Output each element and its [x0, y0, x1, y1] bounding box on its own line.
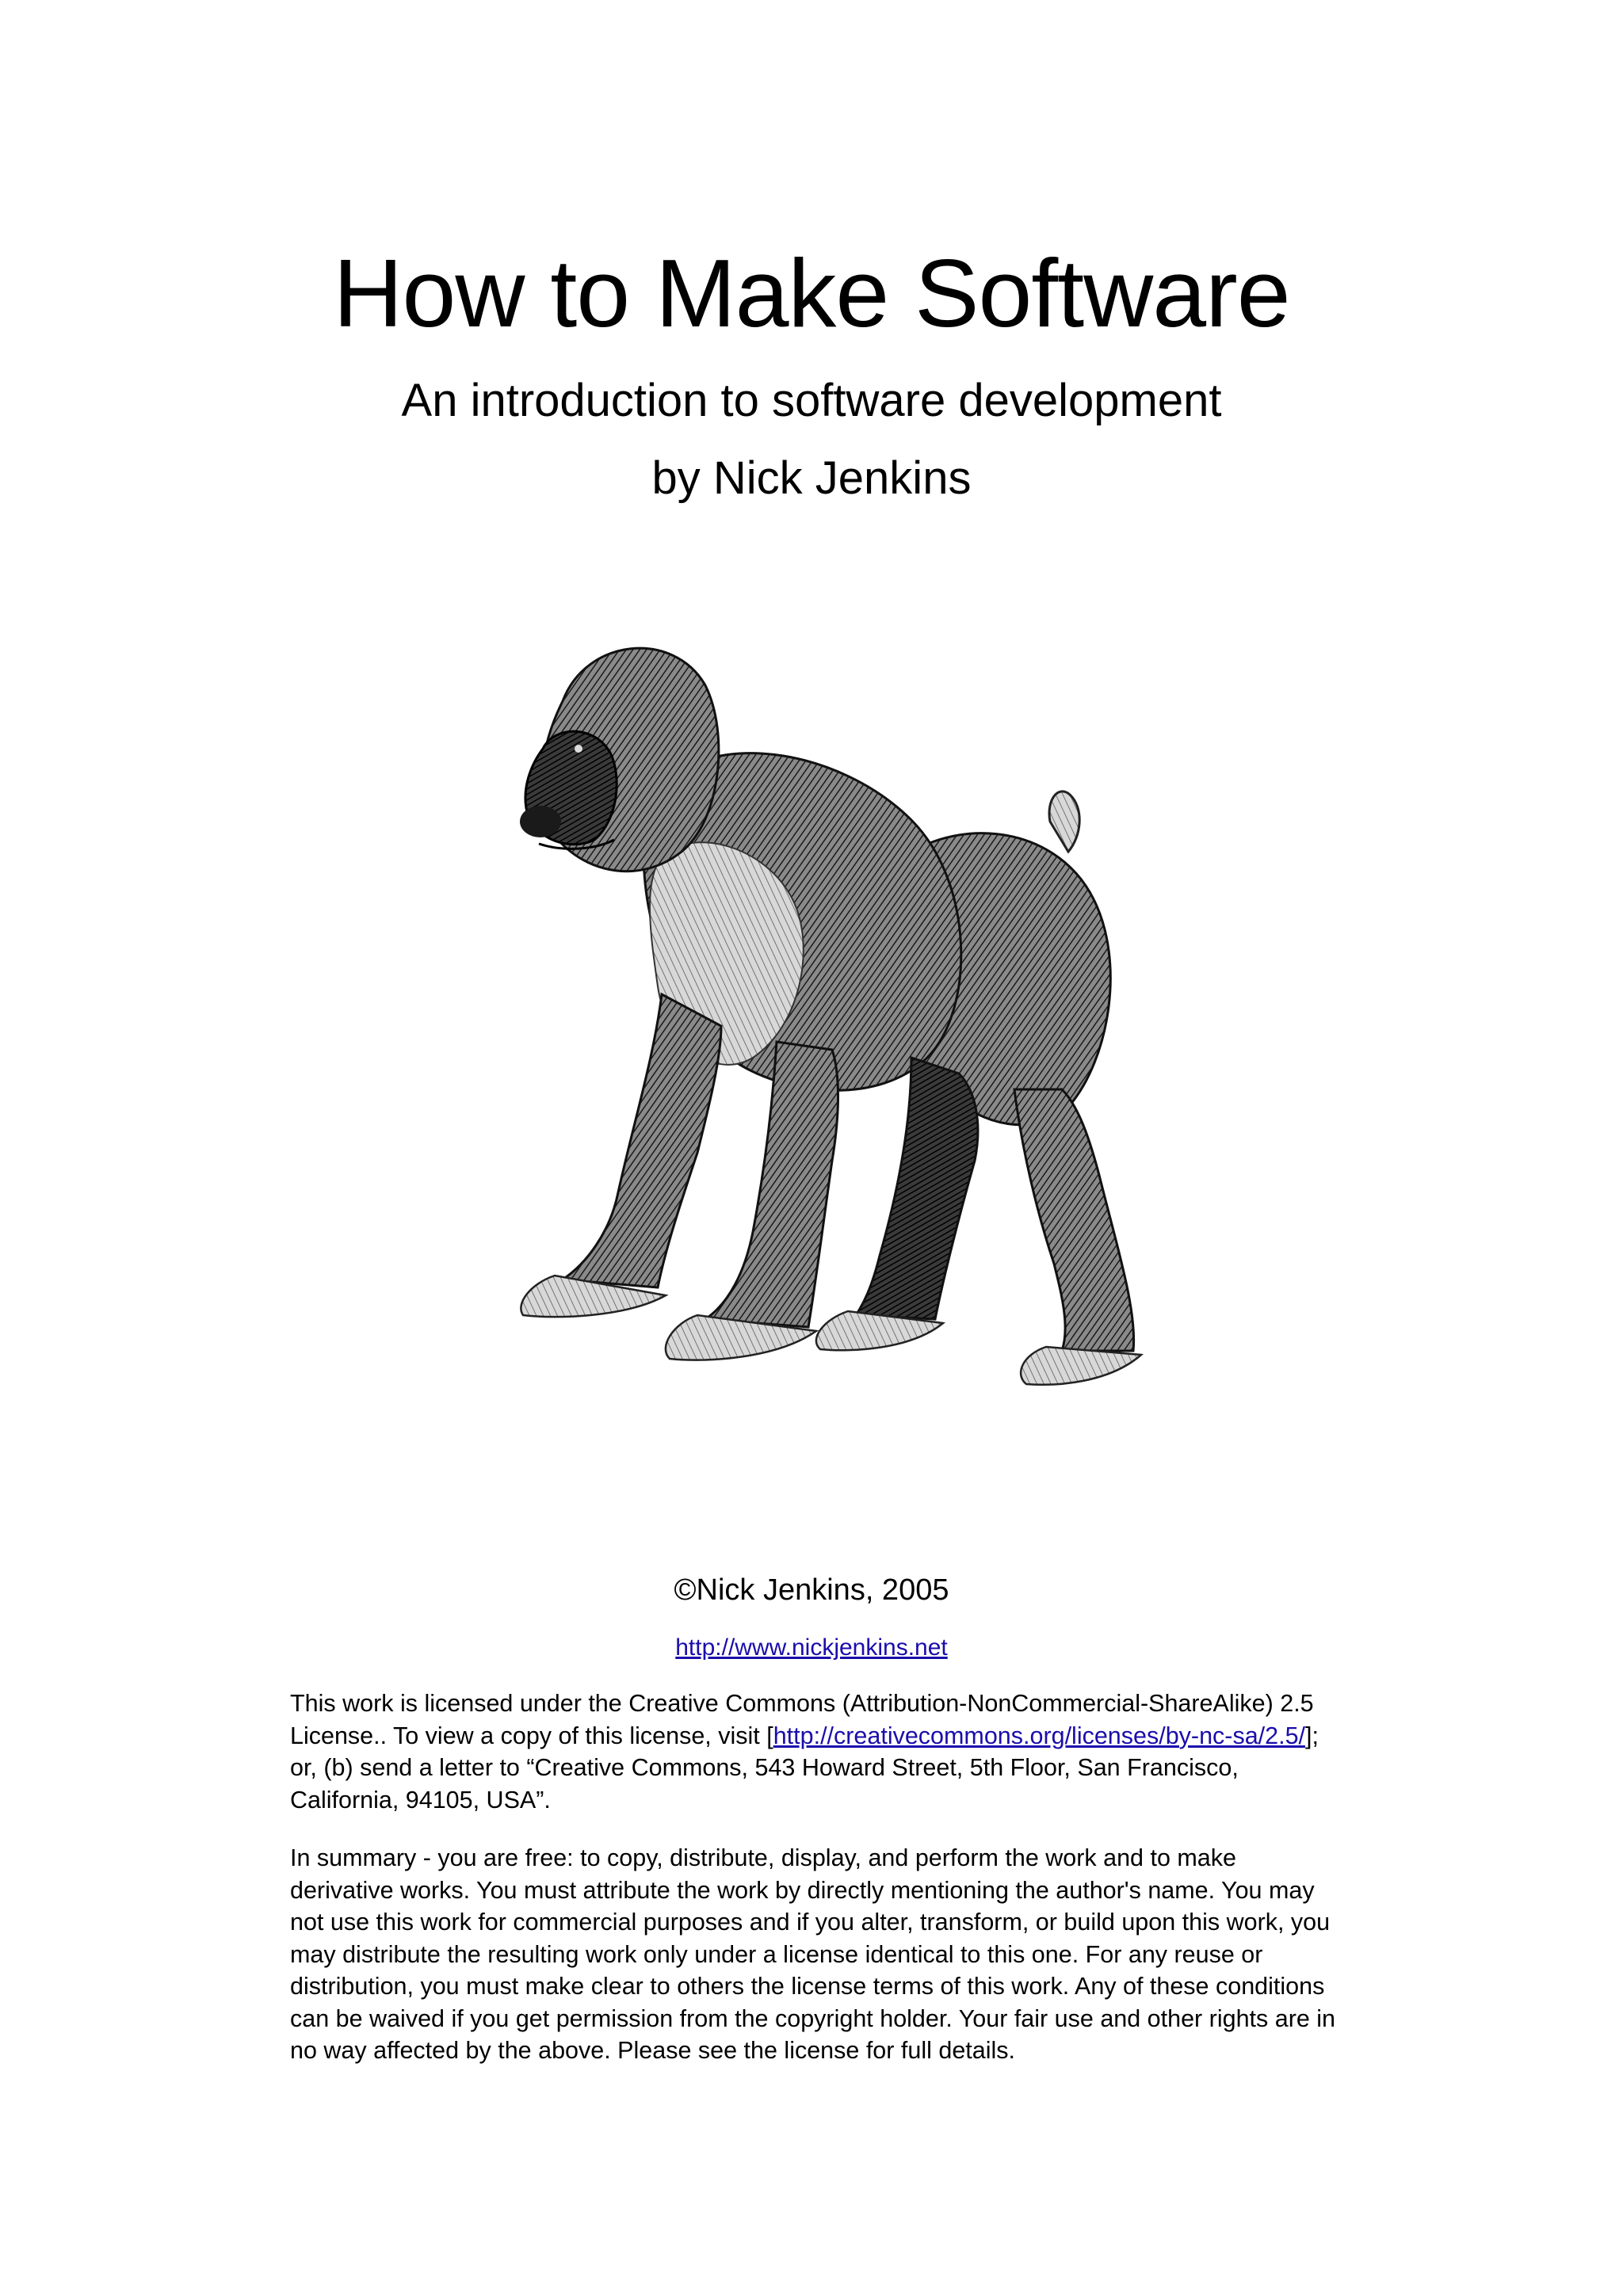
author-website-link[interactable]: http://www.nickjenkins.net — [675, 1634, 948, 1661]
subtitle: An introduction to software development — [401, 375, 1222, 426]
baboon-illustration — [468, 614, 1165, 1414]
license-paragraph — [290, 1688, 1336, 1816]
license-text-after: ]; or, (b) send a letter to “Creative Commons, 543 Howard Street, 5th Floor, San Francisco, California, 94105, USA”. — [290, 1722, 1319, 1814]
license-text-before: This work is licensed under the Creative Commons (Attribution-NonCommercial-ShareAlike) 2.5 License.. To view a copy of this license, visit [ — [290, 1690, 1314, 1749]
license-link[interactable]: http://creativecommons.org/licenses/by-nc-sa/2.5/ — [773, 1722, 1306, 1749]
copyright-notice: ©Nick Jenkins, 2005 — [674, 1573, 949, 1607]
author-byline: by Nick Jenkins — [651, 452, 972, 504]
page-title: How to Make Software — [333, 239, 1290, 347]
license-summary-paragraph: In summary - you are free: to copy, distribute, display, and perform the work and to make derivative works. You must attribute the work by directly mentioning the author's name. You may not use this work for commercial purposes and if you alter, transform, or build upon this work, you may distribute the resulting work only under a license identical to this one. For any reuse or distribution, you must make clear to others the license terms of this work. Any of these conditions can be waived if you get permission from the copyright holder. Your fair use and other rights are in no way affected by the above. Please see the license for full details. — [290, 1844, 1336, 2064]
